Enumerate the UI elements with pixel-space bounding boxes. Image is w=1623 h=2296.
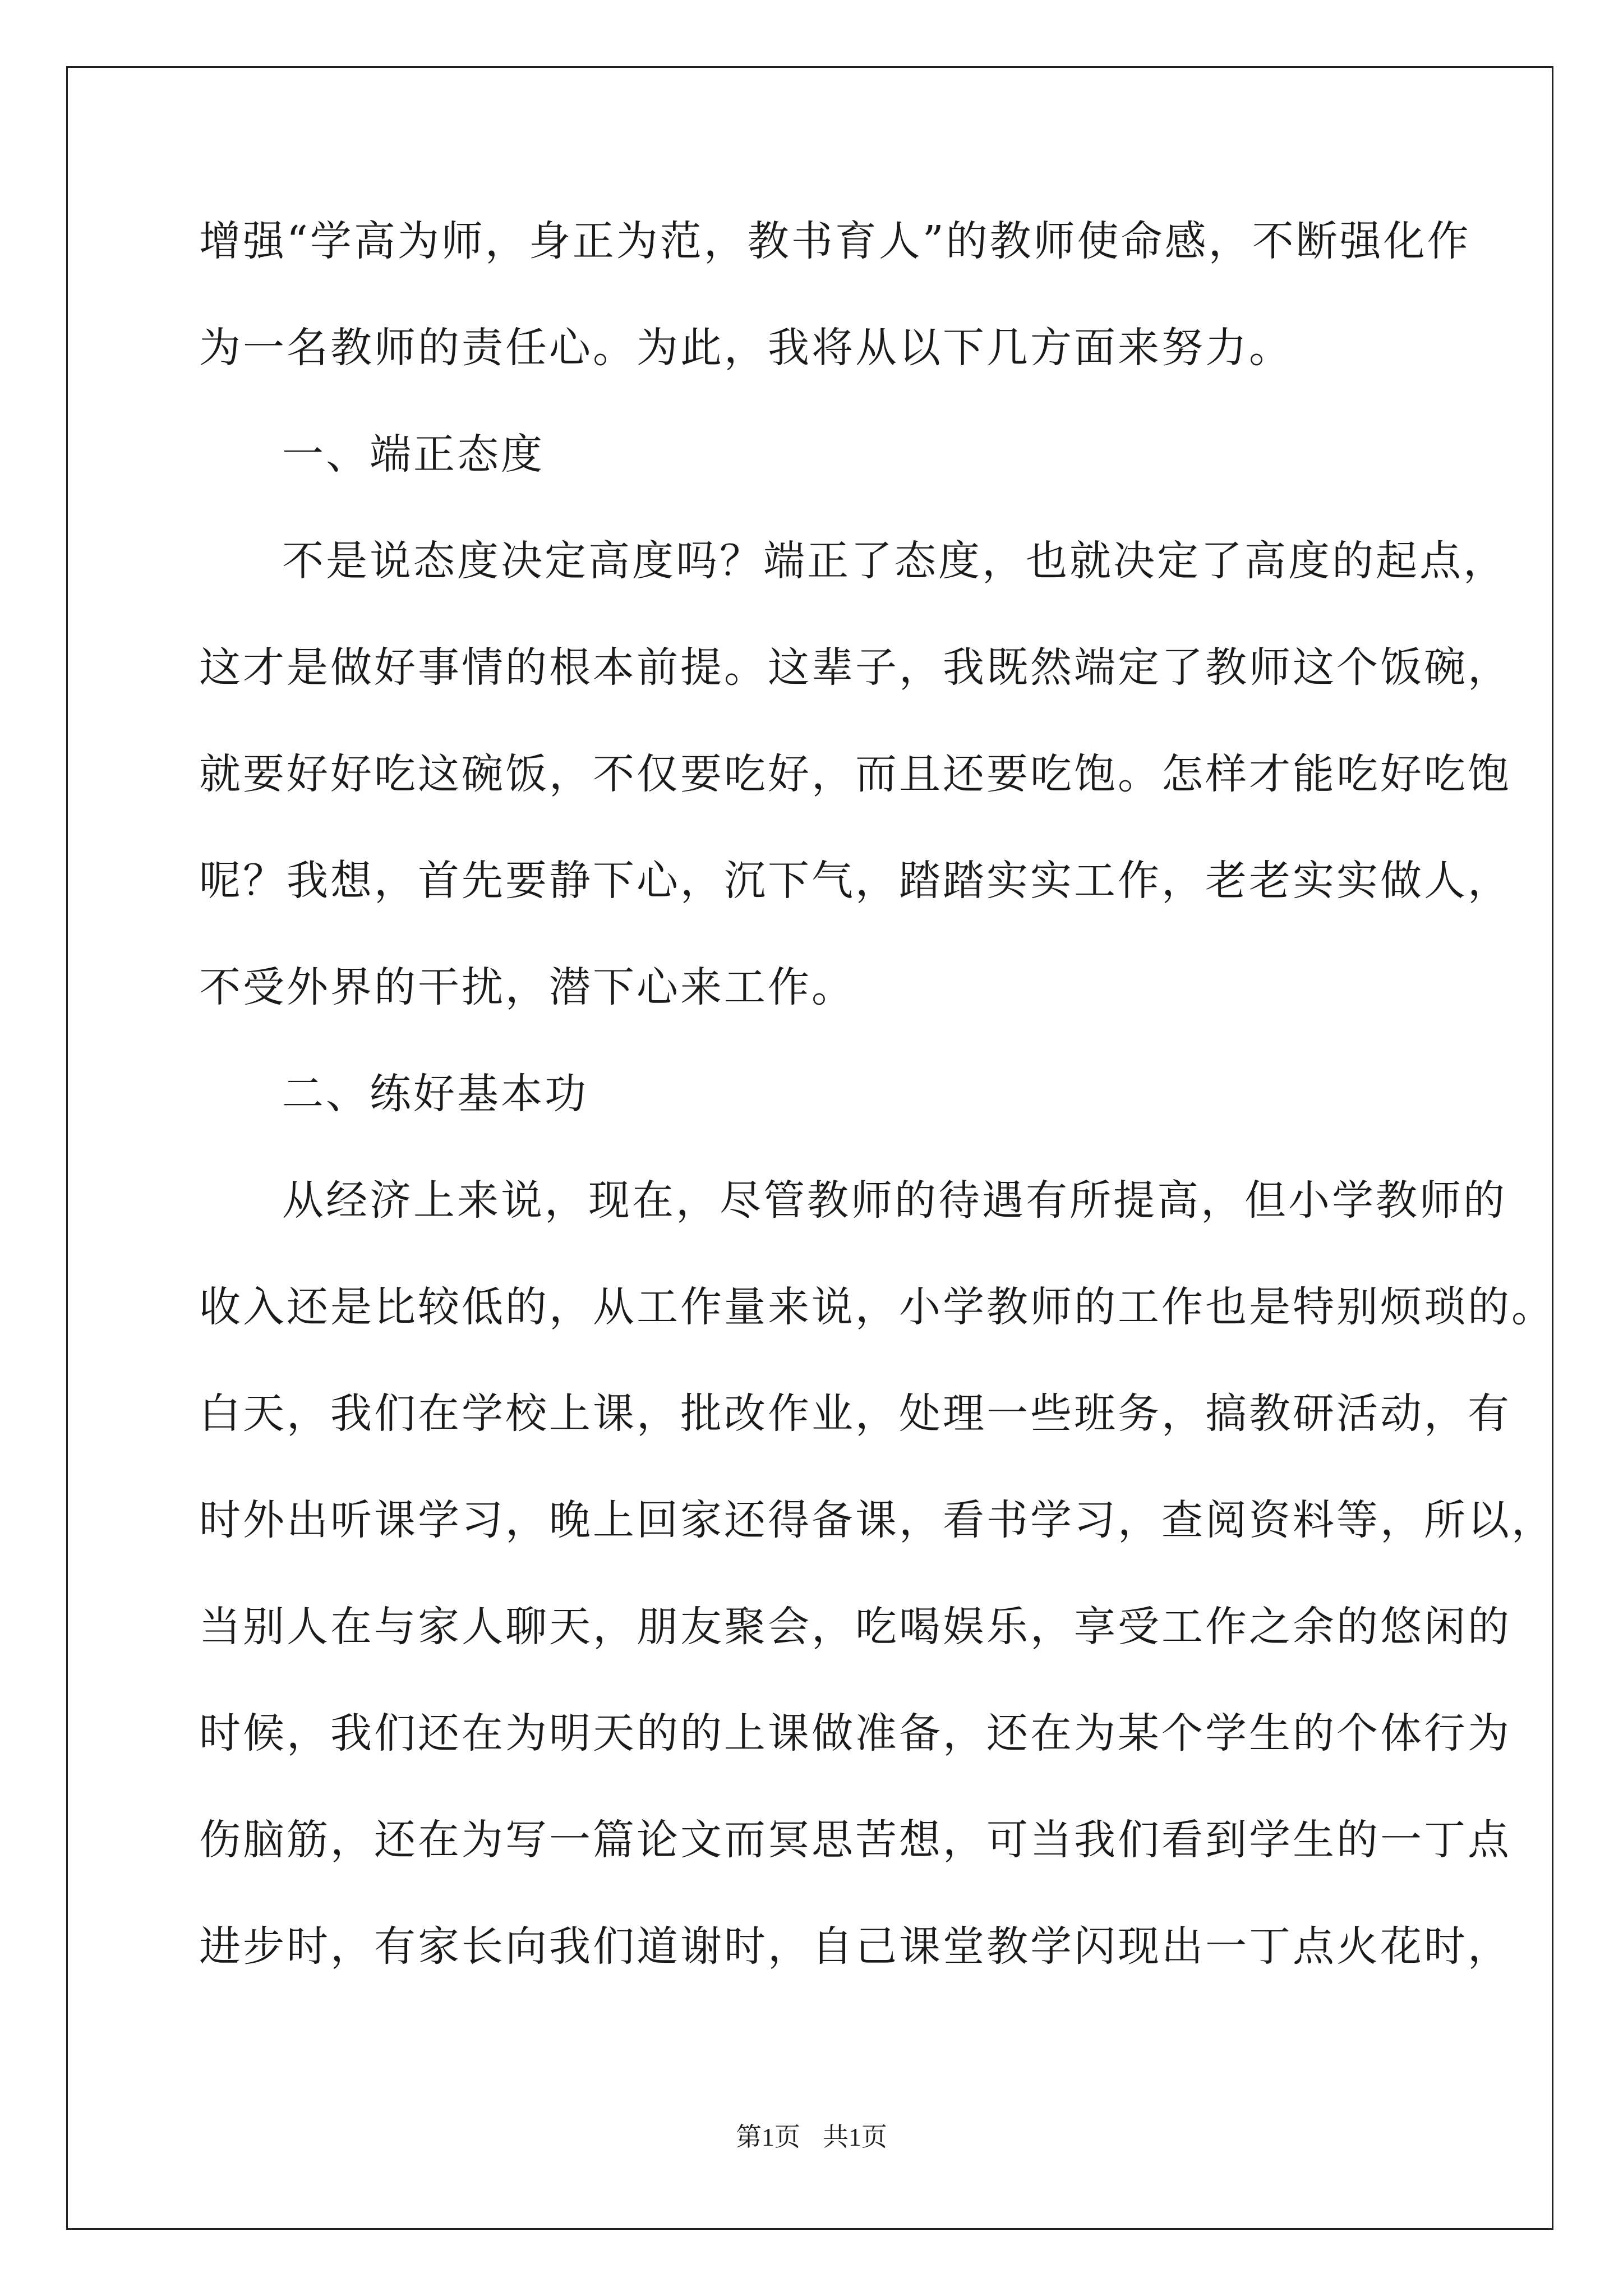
section-heading: 一、端正态度: [282, 430, 545, 478]
body-line: 不受外界的干扰，潜下心来工作。: [199, 963, 855, 1011]
body-line: 这才是做好事情的根本前提。这辈子，我既然端定了教师这个饭碗，: [199, 643, 1511, 692]
body-line: 白天，我们在学校上课，批改作业，处理一些班务，搞教研活动，有: [199, 1389, 1511, 1438]
body-line: 伤脑筋，还在为写一篇论文而冥思苦想，可当我们看到学生的一丁点: [199, 1816, 1511, 1864]
body-line: 呢？我想，首先要静下心，沉下气，踏踏实实工作，老老实实做人，: [199, 857, 1511, 905]
body-line: 当别人在与家人聊天，朋友聚会，吃喝娱乐，享受工作之余的悠闲的: [199, 1603, 1511, 1651]
body-line: 进步时，有家长向我们道谢时，自己课堂教学闪现出一丁点火花时，: [199, 1922, 1511, 1971]
paragraph-first-line: 不是说态度决定高度吗？端正了态度，也就决定了高度的起点，: [282, 537, 1507, 585]
body-line: 就要好好吃这碗饭，不仅要吃好，而且还要吃饱。怎样才能吃好吃饱: [199, 750, 1511, 798]
paragraph-first-line: 从经济上来说，现在，尽管教师的待遇有所提高，但小学教师的: [282, 1176, 1507, 1225]
body-line: 为一名教师的责任心。为此，我将从以下几方面来努力。: [199, 324, 1293, 372]
section-heading: 二、练好基本功: [282, 1070, 588, 1118]
page-number: 第1页: [736, 2123, 800, 2151]
body-line: 时外出听课学习，晚上回家还得备课，看书学习，查阅资料等，所以，: [199, 1496, 1555, 1544]
page-footer: [0, 2120, 1623, 2154]
page-border: [66, 66, 1553, 2230]
body-line: 收入还是比较低的，从工作量来说，小学教师的工作也是特别烦琐的。: [199, 1283, 1555, 1331]
body-line: 增强“学高为师，身正为范，教书育人”的教师使命感，不断强化作: [199, 217, 1471, 265]
page-total: 共1页: [823, 2123, 887, 2151]
body-line: 时候，我们还在为明天的的上课做准备，还在为某个学生的个体行为: [199, 1709, 1511, 1757]
